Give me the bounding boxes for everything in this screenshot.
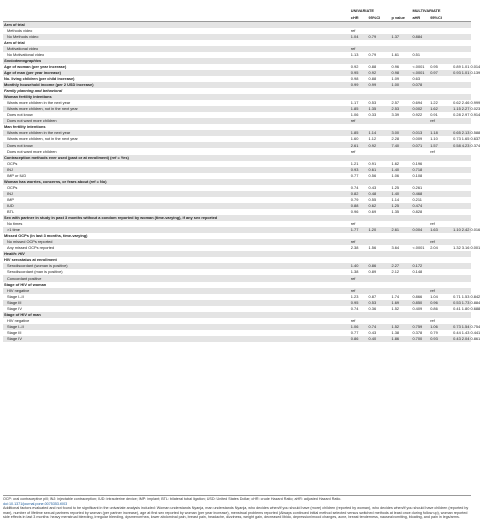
row-value-4: 1.62 xyxy=(429,106,452,112)
row-value-1: 0.89 xyxy=(368,269,377,275)
footnote-abbreviations: OCP: oral contraceptive pill; INJ: injectable contraception; IUD: intrauterine device; IMP: implant; BTL: bilateral tubal ligation; USD: United States Dollar; cHR: crude Hazard Ratio; aHR: adjusted Hazard Ratio. xyxy=(3,497,342,501)
row-value-3: 0.759 xyxy=(411,324,429,330)
row-value-3: 0.718 xyxy=(411,167,429,173)
row-value-0: 0.86 xyxy=(350,336,368,342)
row-value-0: 0.95 xyxy=(350,300,368,306)
row-value-0: 0.74 xyxy=(350,184,359,190)
row-value-3: 0.409 xyxy=(412,305,423,311)
row-label: Motivational video xyxy=(3,46,350,52)
row-value-4: 1.06 xyxy=(429,324,452,330)
row-value-4: 0.95 xyxy=(430,63,438,69)
row-value-4: ref xyxy=(430,221,435,227)
row-value-0: 1.17 xyxy=(350,100,359,106)
row-value-4: ref xyxy=(430,317,435,323)
table-body xyxy=(3,21,480,342)
row-label: Serodiscordant (woman is positive) xyxy=(3,263,350,269)
row-label: HIV negative xyxy=(7,317,30,323)
row-label: Does not want more children xyxy=(7,148,57,154)
row-value-2: 1.86 xyxy=(391,336,412,342)
header-uni-p: p value xyxy=(391,15,412,22)
row-value-0: 1.60 xyxy=(350,136,359,142)
row-value-3: 0.884 xyxy=(411,34,429,40)
row-value-0: 1.21 xyxy=(350,160,359,166)
row-value-2: 1.52 xyxy=(391,305,400,311)
row-value-3: 0.071 xyxy=(411,142,429,148)
row-value-1: 0.43 xyxy=(368,184,377,190)
row-value-2: 1.06 xyxy=(391,172,400,178)
row-value-2: 1.25 xyxy=(391,184,400,190)
row-value-3: 0.700 xyxy=(411,336,429,342)
row-value-1: 0.53 xyxy=(368,300,391,306)
row-value-4: 1.57 xyxy=(429,142,452,148)
row-value-5: 0.93 1.01 0.139 xyxy=(453,69,480,75)
row-value-0: ref xyxy=(350,27,356,33)
row-label: Any missed OCPs reported xyxy=(7,245,55,251)
row-value-4: 1.63 xyxy=(429,227,452,233)
row-value-2: 2.57 xyxy=(391,100,400,106)
row-label: Man fertility intentions xyxy=(4,124,46,130)
row-value-0: ref xyxy=(350,118,368,124)
row-value-4: 0.96 xyxy=(429,300,452,306)
row-value-2: 0.98 xyxy=(391,70,412,76)
header-ahr: aHR xyxy=(411,15,429,22)
row-value-0: 1.85 xyxy=(350,106,368,112)
row-value-1: 0.79 xyxy=(368,34,391,40)
row-value-0: 2.61 xyxy=(350,142,368,148)
row-label: Sociodemographics xyxy=(3,58,350,64)
row-value-0: 1.06 xyxy=(350,112,359,118)
row-value-0: ref xyxy=(350,46,368,52)
row-value-4: 0.97 xyxy=(429,70,452,76)
row-label: INJ xyxy=(3,191,350,197)
row-value-3: 0.013 xyxy=(411,130,429,136)
row-label: Stage III xyxy=(7,329,22,335)
row-value-0: 0.79 xyxy=(350,196,359,202)
row-value-5: 0.44 1.43 0.441 xyxy=(453,329,480,335)
row-value-4: ref xyxy=(429,288,452,294)
row-label: Age of woman (per year increase) xyxy=(4,63,67,69)
row-value-1: 1.56 xyxy=(368,245,377,251)
row-value-0: 1.04 xyxy=(350,34,368,40)
row-value-4: 0.93 xyxy=(429,336,452,342)
row-value-1: 0.86 xyxy=(368,263,391,269)
row-value-5: 0.62 2.46 0.999 xyxy=(453,100,480,106)
row-value-3: 0.51 xyxy=(412,51,421,57)
row-value-0: 1.40 xyxy=(350,263,368,269)
row-label: >1 time xyxy=(3,227,350,233)
row-value-1: 0.33 xyxy=(368,112,377,118)
row-value-2: 1.09 xyxy=(391,75,400,81)
row-value-1: 0.62 xyxy=(368,203,391,209)
row-value-2: 0.96 xyxy=(391,63,400,69)
row-value-5: 0.53 1.73 0.884 xyxy=(453,299,480,305)
row-value-1: 0.79 xyxy=(368,51,377,57)
row-label: No Methods video xyxy=(3,34,350,40)
row-value-1: 0.87 xyxy=(368,293,377,299)
row-value-3: 0.378 xyxy=(412,329,423,335)
row-value-3: 0.828 xyxy=(412,209,423,215)
row-label: BTL xyxy=(7,209,15,215)
row-label: Stage III xyxy=(3,300,350,306)
header-multivariate: MULTIVARIATE xyxy=(412,8,441,14)
row-value-4: 0.79 xyxy=(430,329,438,335)
row-value-2: 1.62 xyxy=(391,160,400,166)
row-value-5: 1.10 2.42 0.016 xyxy=(453,227,480,233)
row-value-2: 7.40 xyxy=(391,142,412,148)
row-label: Wants more children, not in the next year xyxy=(3,106,350,112)
row-value-4: 1.10 xyxy=(430,136,438,142)
row-value-1: 0.48 xyxy=(368,191,391,197)
row-label: Stage of HIV of man xyxy=(3,312,350,318)
row-value-3: 0.850 xyxy=(411,300,429,306)
row-value-5: 0.28 2.97 0.914 xyxy=(453,112,480,118)
row-value-5: 1.15 2.27 0.023 xyxy=(453,106,480,112)
row-value-1: 0.40 xyxy=(368,336,391,342)
row-value-1: 1.12 xyxy=(368,136,377,142)
row-value-0: 1.13 xyxy=(350,51,359,57)
row-value-1: 0.92 xyxy=(368,142,391,148)
row-value-5: 0.41 1.80 0.688 xyxy=(453,305,480,311)
row-label: Woman has worries, concerns, or fears about (ref = No) xyxy=(3,179,350,185)
row-value-1: 0.61 xyxy=(368,167,391,173)
row-label: Serodiscordant (man is positive) xyxy=(7,269,63,275)
row-value-4: 0.91 xyxy=(430,112,438,118)
row-value-2: 2.61 xyxy=(391,227,412,233)
row-value-5: 0.58 4.23 0.374 xyxy=(453,142,480,148)
row-value-2: 1.38 xyxy=(391,329,400,335)
row-label: IMP xyxy=(7,196,14,202)
row-value-4: 1.18 xyxy=(429,130,452,136)
row-label: Missed OCPs (in last 3 months, time-varying) xyxy=(4,233,88,239)
header-univariate: UNIVARIATE xyxy=(350,8,374,14)
row-value-1: 0.53 xyxy=(368,100,377,106)
row-label: Wants more children in the next year xyxy=(3,130,350,136)
row-value-4: 1.22 xyxy=(430,100,438,106)
row-value-3: 0.078 xyxy=(411,82,429,88)
row-value-1: 0.88 xyxy=(368,75,377,81)
row-value-2: 1.40 xyxy=(391,167,412,173)
row-value-2: 1.25 xyxy=(391,203,412,209)
row-value-3: 0.148 xyxy=(412,269,423,275)
row-value-2: 1.52 xyxy=(391,324,412,330)
row-label: Stage IV xyxy=(3,336,350,342)
row-value-1: 0.56 xyxy=(368,172,377,178)
row-label: Does not know xyxy=(3,142,350,148)
row-label: Wants more children, not in the next year xyxy=(7,136,78,142)
row-value-0: ref xyxy=(350,275,368,281)
row-value-1: 0.43 xyxy=(368,329,377,335)
row-value-1: 0.91 xyxy=(368,160,377,166)
row-label: IMP or IUD xyxy=(7,172,27,178)
row-label: Health: HIV xyxy=(3,251,350,257)
row-value-3: 0.261 xyxy=(412,184,423,190)
row-label: No missed OCPs reported xyxy=(3,239,350,245)
row-label: Monthly household income (per 2 USD increase) xyxy=(3,82,350,88)
row-label: OCPs xyxy=(7,160,18,166)
row-value-5: 0.73 1.54 0.754 xyxy=(453,323,480,329)
row-value-0: ref xyxy=(350,288,368,294)
row-value-3: 0.108 xyxy=(412,172,423,178)
row-value-4: ref xyxy=(430,148,435,154)
row-value-3: 0.63 xyxy=(412,75,421,81)
row-value-2: 3.64 xyxy=(391,245,400,251)
row-value-5: 0.73 1.65 0.637 xyxy=(453,136,480,142)
row-value-0: ref xyxy=(350,148,356,154)
row-value-3: 0.474 xyxy=(411,203,429,209)
row-value-0: 1.77 xyxy=(350,227,368,233)
row-value-0: 0.88 xyxy=(350,203,368,209)
row-label: Methods video xyxy=(7,27,33,33)
row-value-2: 1.35 xyxy=(391,209,400,215)
row-value-3: 0.468 xyxy=(411,191,429,197)
row-value-5: 0.71 1.53 0.842 xyxy=(453,293,480,299)
row-value-5: 0.65 2.13 0.588 xyxy=(453,130,480,136)
row-label: Sex with partner in study in past 3 months without a condom reported by woman (time-varying), if any sex reported xyxy=(3,215,350,221)
row-label: OCPs xyxy=(7,184,18,190)
header-multi-ci: 95%CI xyxy=(429,15,452,22)
row-value-2: 2.12 xyxy=(391,269,400,275)
row-value-2: 2.27 xyxy=(391,263,412,269)
row-label: Arm of trial xyxy=(3,21,350,28)
row-value-2: 2.28 xyxy=(391,136,400,142)
row-label: No times xyxy=(7,221,23,227)
row-value-3: <.0001 xyxy=(412,63,425,69)
row-value-3: 0.172 xyxy=(411,263,429,269)
row-value-0: 0.74 xyxy=(350,305,359,311)
row-value-3: <.0001 xyxy=(411,70,429,76)
row-label: IUD xyxy=(3,203,350,209)
row-value-2: 1.40 xyxy=(391,191,412,197)
row-label: HIV serostatus at enrollment xyxy=(4,257,57,263)
row-value-2: 1.14 xyxy=(391,196,400,202)
row-value-4: 0.86 xyxy=(430,305,438,311)
row-value-0: 0.99 xyxy=(350,82,368,88)
row-label: No Motivational video xyxy=(7,51,45,57)
row-value-0: 0.82 xyxy=(350,191,368,197)
row-value-1: 0.69 xyxy=(368,209,377,215)
row-value-4: ref xyxy=(429,118,452,124)
row-value-4: 1.04 xyxy=(430,293,438,299)
row-label: INJ xyxy=(3,167,350,173)
row-label: No. living children (per child increase) xyxy=(4,75,75,81)
row-label: Woman fertility intentions xyxy=(3,94,350,100)
row-value-1: 1.35 xyxy=(368,106,391,112)
row-value-0: 0.96 xyxy=(350,209,359,215)
row-value-2: 3.00 xyxy=(391,130,412,136)
row-value-3: 0.694 xyxy=(412,100,423,106)
row-value-3: 0.922 xyxy=(412,112,423,118)
row-value-5: 1.32 3.16 0.001 xyxy=(453,245,480,251)
row-value-0: 0.93 xyxy=(350,167,368,173)
row-value-3: 0.866 xyxy=(412,293,423,299)
row-label: Stage I–II xyxy=(3,324,350,330)
row-value-1: 0.92 xyxy=(368,70,391,76)
row-value-0: 0.77 xyxy=(350,329,359,335)
row-value-1: 1.14 xyxy=(368,130,391,136)
table-row xyxy=(3,336,471,342)
row-label: Concordant positive xyxy=(3,275,350,281)
row-value-0: ref xyxy=(350,317,356,323)
footnote-additional-factors: Additional factors evaluated and not found to be significant in the univariate analysis included: Woman understands Nyanja, man understands Nyanja, who decides when/if you should have (more) children (reported by woman), who decides when/if you should have children (reported by man), number of lifetime sexual partners reported by woman (per partner increase), age at first sex reported by woman (per year increase), menstrual problems reported (Always continued initial method selected versus switched methods at least once during follow up), woman reported side effects in last 3 months: heavy menstrual bleeding, irregular bleeding, dysmenorrhea, lower abdominal pain, breast pain, headache, dizziness, weight gain, decreased libido, depression/mood changes, acne, breast tenderness, nausea/vomiting, bloating, and pain in legs/arms. xyxy=(3,506,469,520)
row-value-2: 1.00 xyxy=(391,82,412,88)
row-value-2: 3.39 xyxy=(391,112,400,118)
row-value-3: 0.009 xyxy=(412,136,423,142)
row-value-5: 0.43 2.04 0.861 xyxy=(453,336,480,341)
table-footnote xyxy=(3,495,471,520)
row-value-0: 1.06 xyxy=(350,324,368,330)
row-value-1: 0.99 xyxy=(368,82,391,88)
row-value-3: 0.004 xyxy=(411,227,429,233)
row-label: Stage IV xyxy=(7,305,22,311)
row-value-0: 0.92 xyxy=(350,63,359,69)
row-label: Arm of trial xyxy=(4,39,25,45)
row-value-3: 0.196 xyxy=(412,160,423,166)
row-value-0: 1.23 xyxy=(350,293,359,299)
row-label: Does not want more children xyxy=(3,118,350,124)
row-label: Family planning and behavioral xyxy=(4,88,63,94)
row-label: Wants more children in the next year xyxy=(7,100,71,106)
row-label: HIV negative xyxy=(3,288,350,294)
row-label: Age of man (per year increase) xyxy=(3,70,350,76)
footnote-doi[interactable]: doi:10.1371/journal.pone.0075353.t003 xyxy=(3,501,68,506)
row-value-0: ref xyxy=(350,239,368,245)
row-value-3: <.0001 xyxy=(412,245,425,251)
row-value-1: 0.55 xyxy=(368,196,377,202)
header-chr: cHR xyxy=(350,15,368,22)
row-value-1: 1.20 xyxy=(368,227,391,233)
row-label: Stage of HIV of woman xyxy=(4,281,47,287)
row-value-2: 1.37 xyxy=(391,34,412,40)
row-value-2: 1.61 xyxy=(391,51,400,57)
row-value-2: 1.69 xyxy=(391,300,412,306)
row-value-1: 0.36 xyxy=(368,305,377,311)
row-label: Contraception methods ever used (past or at enrollment) (ref = Yes) xyxy=(3,155,350,161)
row-value-0: 0.98 xyxy=(350,75,359,81)
header-uni-ci: 95%CI xyxy=(368,15,391,22)
row-label: Stage I–II xyxy=(7,293,24,299)
row-value-4: 2.04 xyxy=(430,245,438,251)
row-value-3: 0.211 xyxy=(412,196,422,202)
row-value-0: 1.85 xyxy=(350,130,368,136)
row-label: Does not know xyxy=(7,112,33,118)
row-value-0: ref xyxy=(350,221,356,227)
row-value-5: 0.89 1.01 0.014 xyxy=(453,63,480,69)
row-value-4: ref xyxy=(429,239,452,245)
row-value-1: 0.88 xyxy=(368,63,377,69)
row-value-0: 1.38 xyxy=(350,269,359,275)
row-value-1: 0.74 xyxy=(368,324,391,330)
row-value-0: 2.38 xyxy=(350,245,359,251)
row-value-0: 0.95 xyxy=(350,70,368,76)
row-value-0: 0.77 xyxy=(350,172,359,178)
row-value-2: 1.74 xyxy=(391,293,400,299)
results-table xyxy=(3,8,480,342)
row-value-2: 2.53 xyxy=(391,106,412,112)
row-value-3: 0.002 xyxy=(411,106,429,112)
